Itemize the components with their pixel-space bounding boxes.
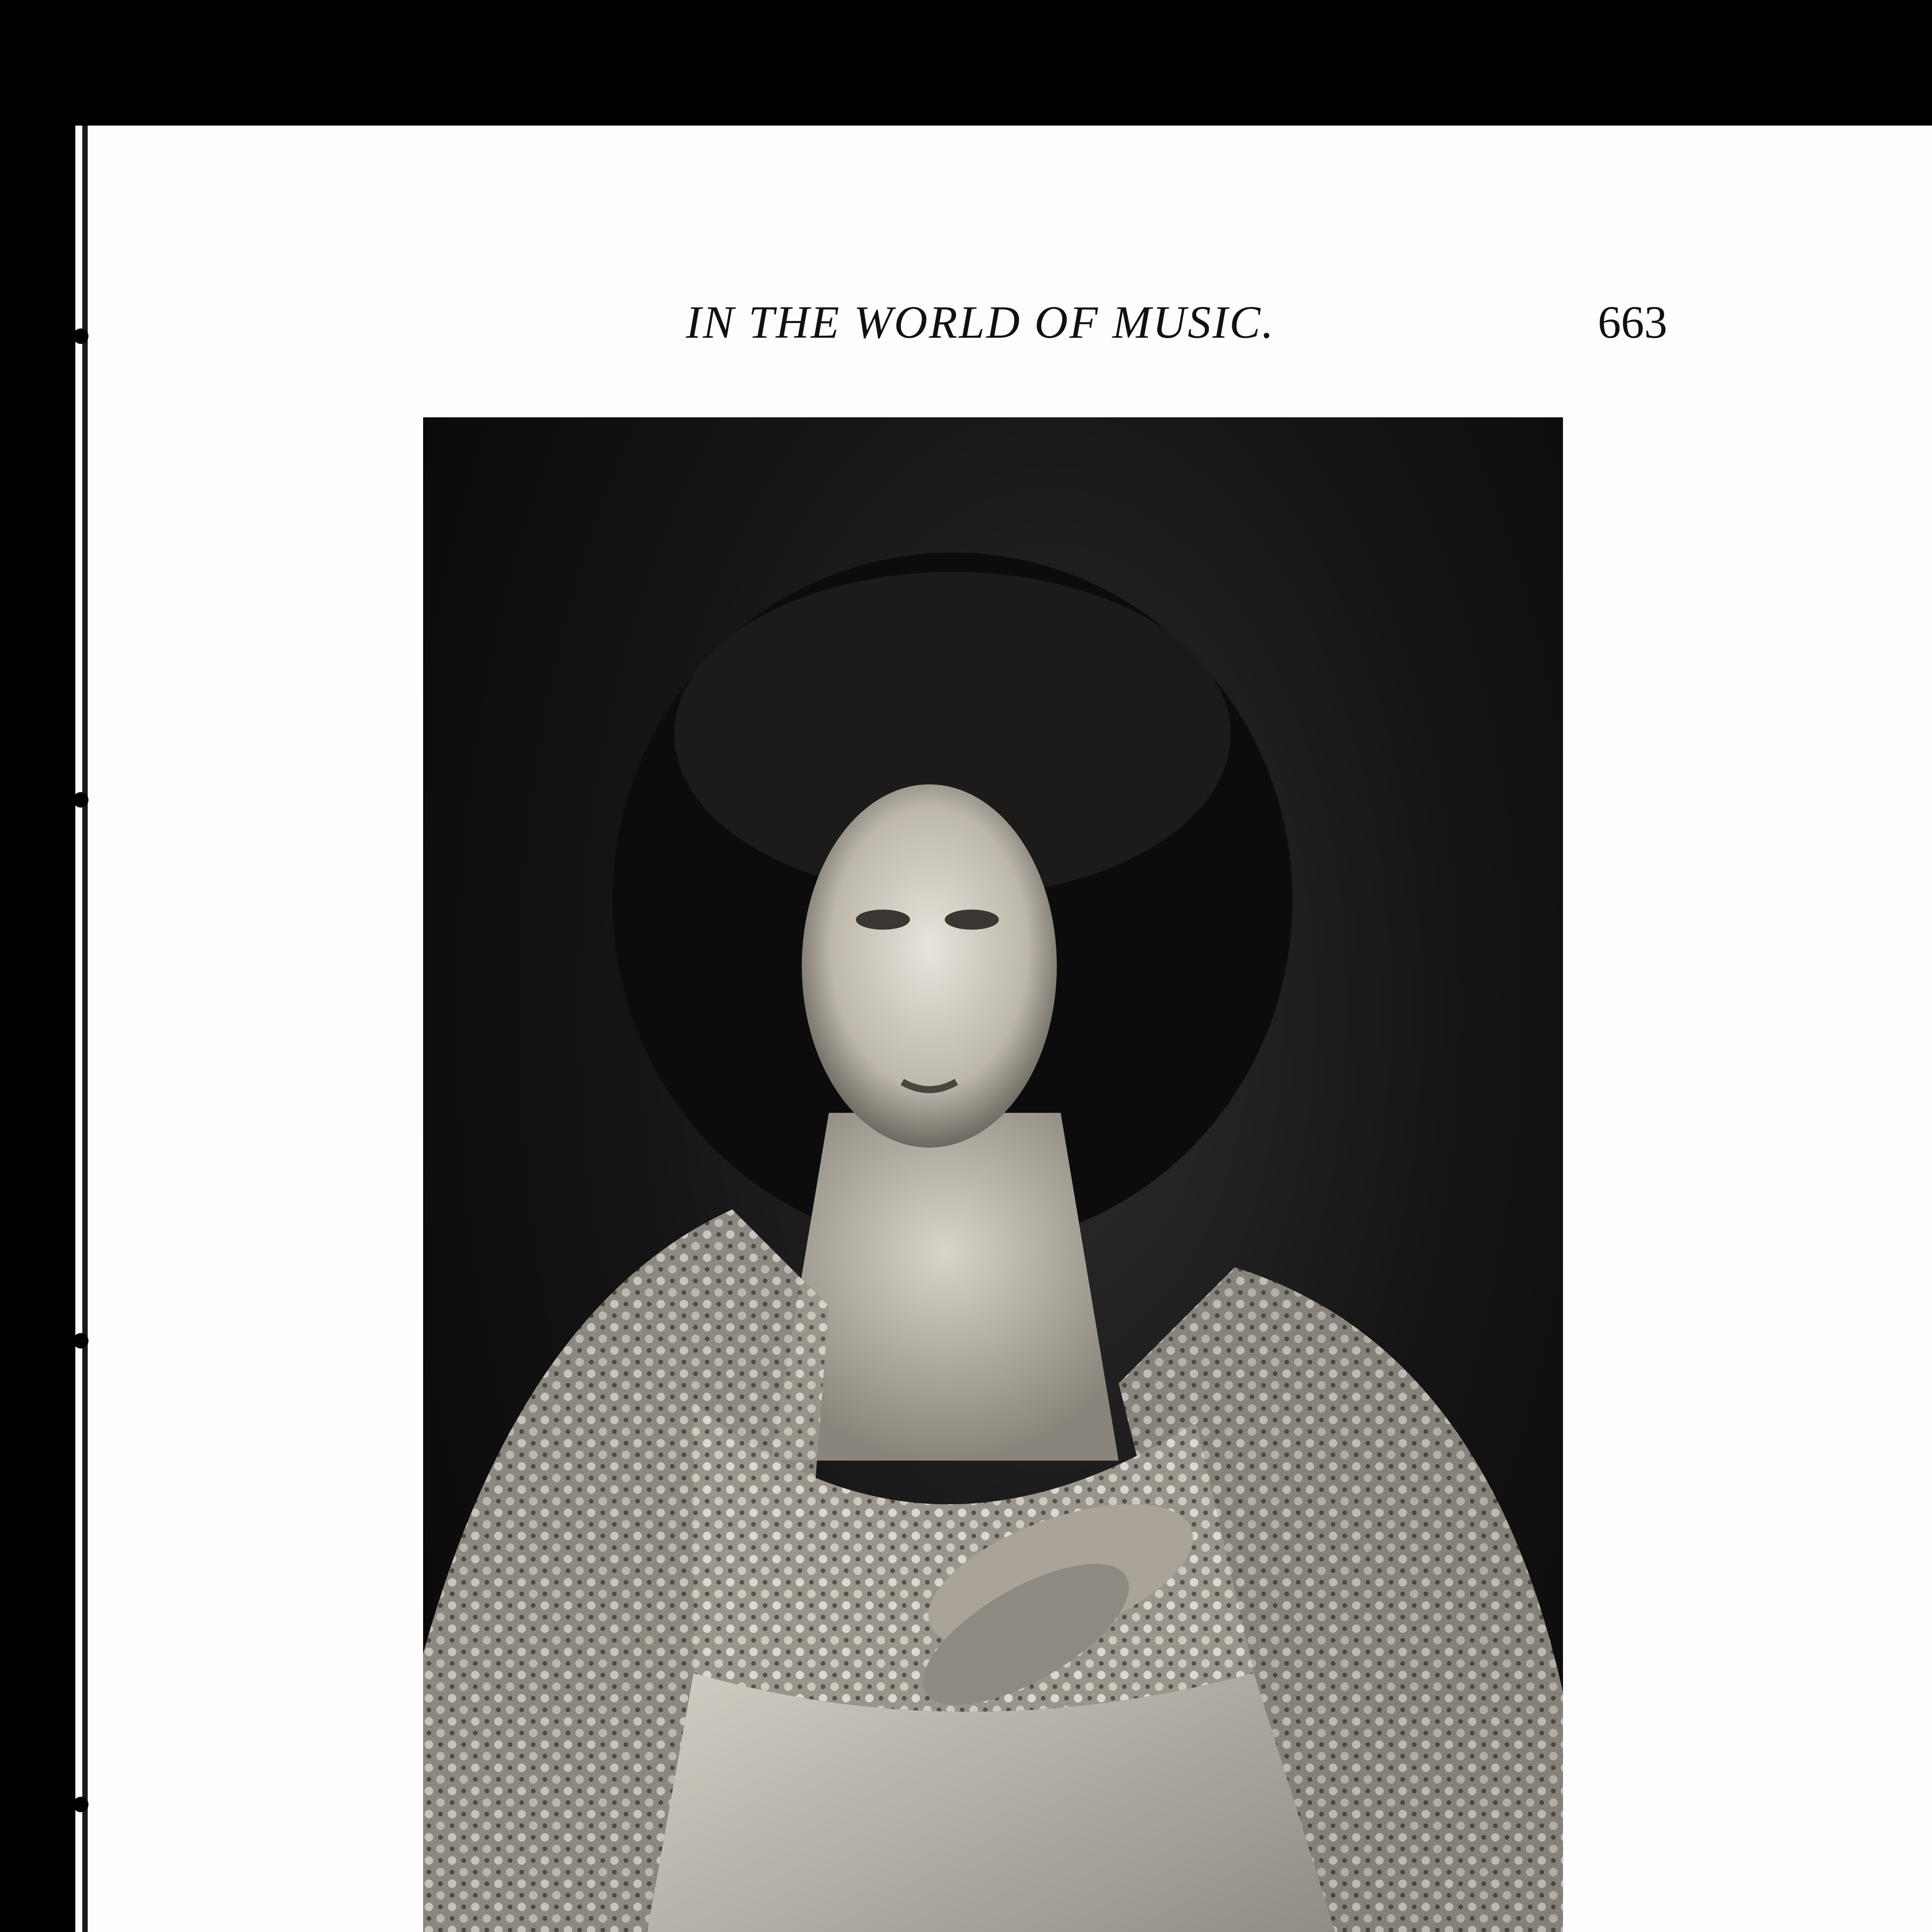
running-head: IN THE WORLD OF MUSIC. bbox=[686, 296, 1275, 348]
portrait-illustration bbox=[423, 417, 1563, 1932]
binding-gutter bbox=[82, 126, 88, 1932]
page-number: 663 bbox=[1598, 296, 1667, 348]
magazine-page bbox=[75, 126, 1932, 1932]
portrait-photograph bbox=[423, 417, 1563, 1932]
